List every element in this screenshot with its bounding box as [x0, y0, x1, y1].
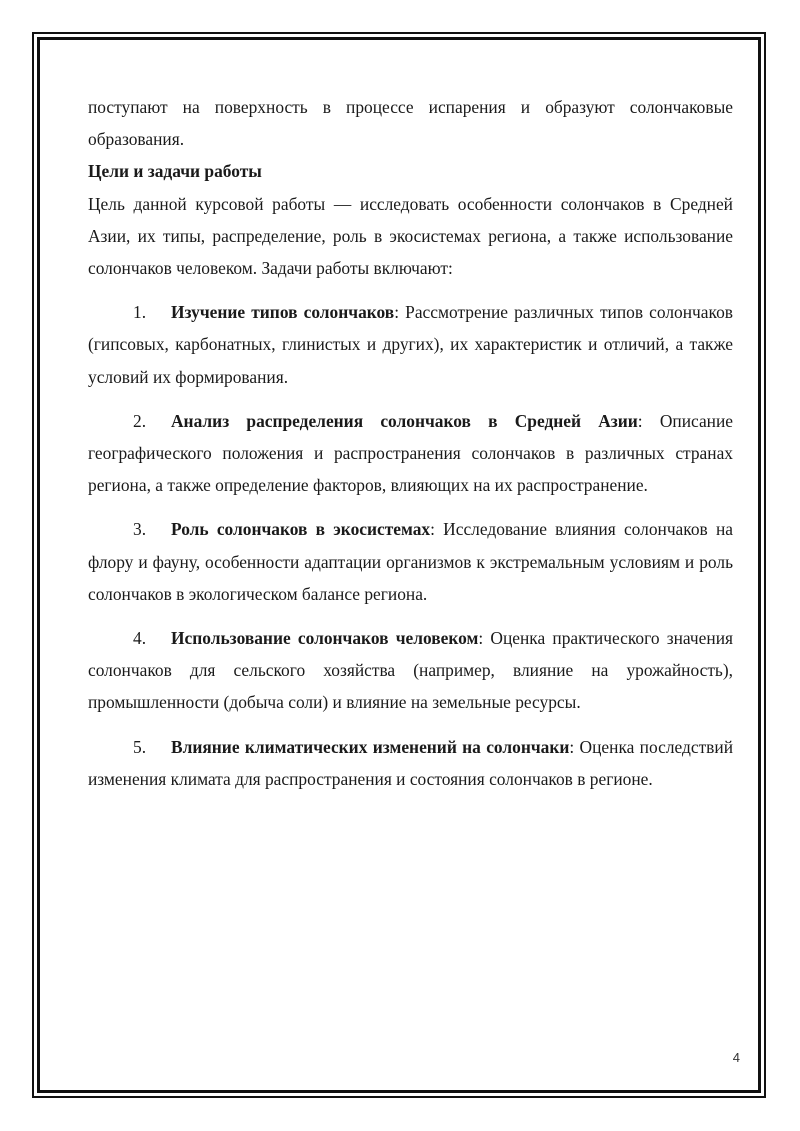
goal-paragraph: Цель данной курсовой работы — исследовать особенности солончаков в Средней Азии, их типы, распределение, роль в экосистемах региона, а также использование солончаков человеком. Задачи работы включают:	[88, 193, 733, 279]
page-number: 4	[732, 1050, 740, 1065]
list-item-title: Роль солончаков в экосистемах	[171, 519, 431, 540]
list-item-text: : Рассмотрение различных типов солончаков (гипсовых, карбонатных, глинистых и других), их характеристик и отличий, а также условий их формирования.	[88, 302, 733, 387]
section-heading: Цели и задачи работы	[88, 161, 262, 182]
list-item-title: Изучение типов солончаков	[171, 302, 395, 323]
list-item	[88, 622, 733, 719]
list-item	[88, 731, 733, 795]
list-item-number: 3.	[133, 519, 147, 540]
list-item-text: : Исследование влияния солончаков на флору и фауну, особенности адаптации организмов к экстремальным условиям и роль солончаков в экологическом балансе региона.	[88, 519, 734, 604]
list-item-text: : Оценка практического значения солончаков для сельского хозяйства (например, влияние на урожайность), промышленности (добыча соли) и влияние на земельные ресурсы.	[88, 628, 733, 713]
list-item	[88, 513, 733, 610]
list-item	[88, 405, 733, 502]
list-item-text: : Оценка последствий изменения климата для распространения и состояния солончаков в регионе.	[88, 736, 733, 789]
intro-paragraph: поступают на поверхность в процессе испарения и образуют солончаковые образования.	[88, 97, 733, 150]
list-item-text: : Описание географического положения и распространения солончаков в различных странах региона, а также определение факторов, влияющих на их распространение.	[88, 410, 733, 496]
list-item-number: 4.	[133, 628, 147, 649]
list-item-number: 1.	[133, 302, 147, 323]
list-item-number: 5.	[133, 736, 147, 757]
document-body	[88, 91, 733, 795]
list-item	[88, 296, 733, 393]
list-item-number: 2.	[133, 410, 147, 431]
list-item-title: Анализ распределения солончаков в Средней Азии	[171, 410, 638, 431]
list-item-title: Использование солончаков человеком	[171, 628, 479, 649]
list-item-title: Влияние климатических изменений на солончаки	[171, 736, 570, 757]
